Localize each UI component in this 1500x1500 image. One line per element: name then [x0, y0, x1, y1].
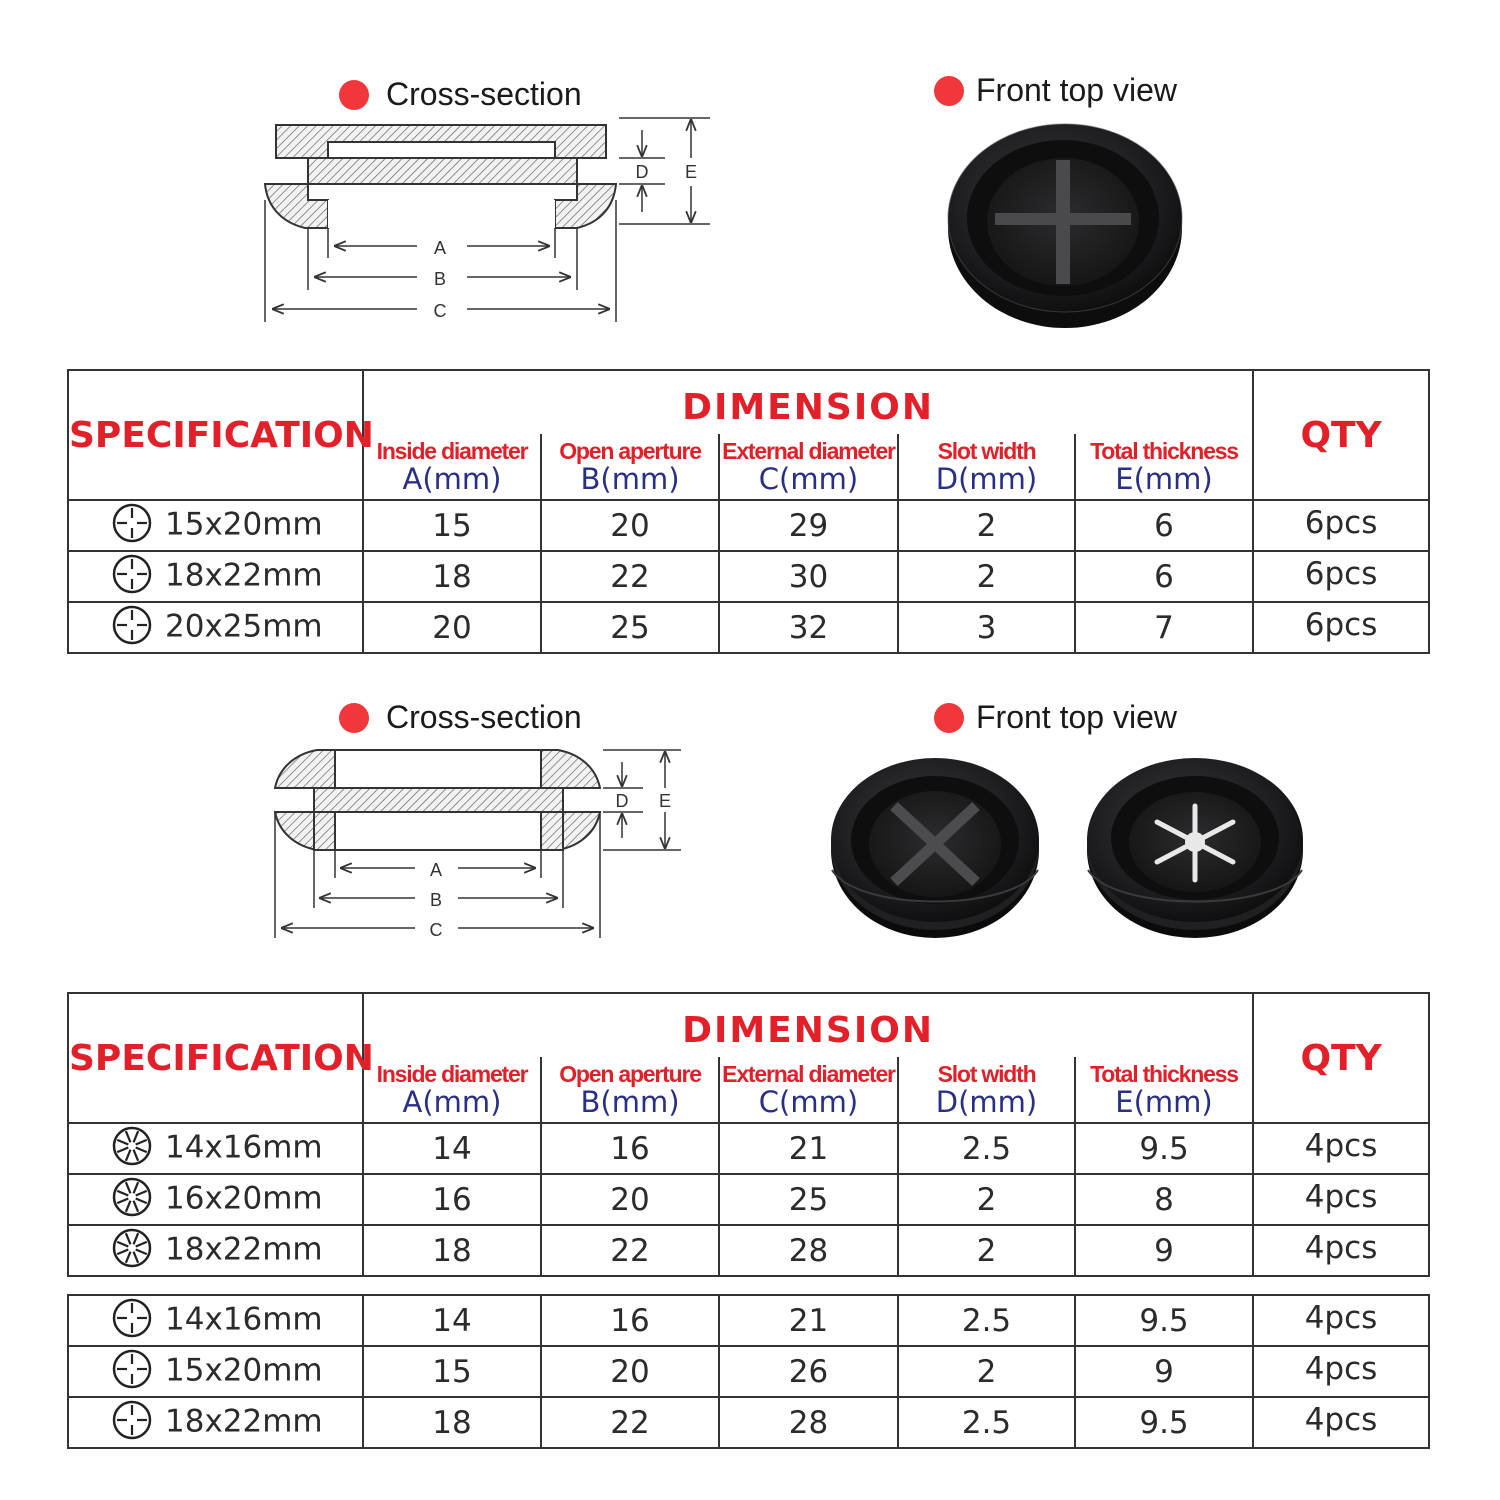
- dim-e-value: 7: [1154, 609, 1174, 646]
- dim-e-value: 8: [1154, 1181, 1174, 1218]
- table-row: [68, 1295, 1429, 1346]
- dim-d-cell: [898, 500, 1075, 551]
- dim-a-value: 18: [432, 1232, 472, 1269]
- star-slot-icon: [111, 1125, 153, 1167]
- dim-a-cell: [363, 551, 541, 602]
- dim-label-c: C: [433, 301, 447, 321]
- qty-value: 4pcs: [1304, 1401, 1378, 1438]
- dim-a-cell: [363, 1346, 541, 1397]
- dim-d-cell: [898, 1397, 1075, 1448]
- spec-cell: [68, 1174, 363, 1225]
- qty-value: 4pcs: [1304, 1299, 1378, 1336]
- spec-value: 20x25mm: [165, 608, 323, 644]
- dim-b-value: 20: [610, 1181, 650, 1218]
- cross-slot-icon: [111, 604, 153, 646]
- dimension-header: DIMENSION: [363, 370, 1253, 434]
- bullet-dot: [934, 703, 964, 733]
- dim-d-value: 2: [976, 1232, 997, 1269]
- dimension-header: DIMENSION: [363, 993, 1253, 1057]
- dim-b-value: 22: [610, 1404, 650, 1441]
- qty-value: 4pcs: [1304, 1350, 1378, 1387]
- dim-b-value: 20: [610, 1353, 650, 1390]
- dim-a-cell: [363, 1174, 541, 1225]
- dim-e-value: 9.5: [1139, 1404, 1189, 1441]
- bullet-dot: [339, 703, 369, 733]
- dim-c-value: 25: [788, 1181, 829, 1218]
- dim-b-value: 25: [610, 609, 650, 646]
- dim-c-value: 32: [788, 609, 829, 646]
- qty-value: 6pcs: [1304, 555, 1378, 592]
- dim-c-value: 28: [788, 1232, 829, 1269]
- column-header: Slot width D(mm): [898, 1057, 1075, 1123]
- dim-label-a: A: [429, 860, 443, 880]
- dim-e-cell: [1075, 1397, 1253, 1448]
- cross-section-label: Cross-section: [386, 699, 582, 735]
- cross-slot-icon: [111, 1297, 153, 1339]
- dim-a-cell: [363, 1123, 541, 1174]
- dim-b-cell: [541, 1123, 719, 1174]
- dim-e-value: 6: [1154, 507, 1174, 544]
- dim-a-cell: [363, 500, 541, 551]
- table-row: [68, 1225, 1429, 1276]
- spec-cell: [68, 500, 363, 551]
- bullet-dot: [934, 76, 964, 106]
- spec-cell: [68, 551, 363, 602]
- dim-d-value: 3: [976, 609, 997, 646]
- qty-cell: [1253, 1174, 1429, 1225]
- qty-value: 4pcs: [1304, 1229, 1378, 1266]
- qty-cell: [1253, 1397, 1429, 1448]
- dim-e-cell: [1075, 1174, 1253, 1225]
- dim-label-a: A: [433, 238, 447, 258]
- spec-value: 15x20mm: [165, 1352, 323, 1388]
- dim-a-value: 14: [432, 1302, 472, 1339]
- dim-c-cell: [719, 500, 898, 551]
- qty-cell: [1253, 500, 1429, 551]
- table-row: [68, 1346, 1429, 1397]
- dim-c-value: 28: [788, 1404, 829, 1441]
- column-header: Slot width D(mm): [898, 434, 1075, 500]
- dim-c-cell: [719, 1295, 898, 1346]
- dim-c-cell: [719, 1346, 898, 1397]
- qty-value: 4pcs: [1304, 1127, 1378, 1164]
- dim-label-e: E: [658, 791, 672, 811]
- dim-a-cell: [363, 1397, 541, 1448]
- bullet-dot: [339, 80, 369, 110]
- dim-d-value: 2: [976, 1353, 997, 1390]
- qty-value: 6pcs: [1304, 504, 1378, 541]
- spec-value: 18x22mm: [165, 1231, 323, 1267]
- dim-c-value: 30: [788, 558, 829, 595]
- dim-c-cell: [719, 1225, 898, 1276]
- dim-e-value: 6: [1154, 558, 1174, 595]
- table-row: [68, 500, 1429, 551]
- dim-b-cell: [541, 500, 719, 551]
- dim-e-cell: [1075, 1225, 1253, 1276]
- qty-cell: [1253, 551, 1429, 602]
- dim-c-cell: [719, 1397, 898, 1448]
- column-header: External diameter C(mm): [719, 1057, 898, 1123]
- dim-a-value: 15: [432, 1353, 472, 1390]
- table-row: [68, 1174, 1429, 1225]
- spec-value: 14x16mm: [165, 1301, 323, 1337]
- dim-e-value: 9: [1154, 1232, 1174, 1269]
- dim-a-cell: [363, 1225, 541, 1276]
- grommet-star-slot-photo: [1084, 740, 1306, 940]
- dim-b-cell: [541, 1346, 719, 1397]
- dim-d-cell: [898, 1346, 1075, 1397]
- dim-b-value: 22: [610, 1232, 650, 1269]
- dim-a-cell: [363, 602, 541, 653]
- dim-d-value: 2.5: [961, 1130, 1012, 1167]
- dim-b-cell: [541, 1174, 719, 1225]
- dim-d-value: 2: [976, 558, 997, 595]
- dim-c-value: 21: [788, 1130, 829, 1167]
- column-header: Open aperture B(mm): [541, 1057, 719, 1123]
- column-header: Open aperture B(mm): [541, 434, 719, 500]
- spec-cell: [68, 1295, 363, 1346]
- dim-e-value: 9: [1154, 1353, 1174, 1390]
- dim-b-cell: [541, 1225, 719, 1276]
- star-slot-icon: [111, 1176, 153, 1218]
- dim-a-value: 14: [432, 1130, 472, 1167]
- spec-cell: [68, 602, 363, 653]
- dim-d-cell: [898, 1225, 1075, 1276]
- dim-d-value: 2: [976, 1181, 997, 1218]
- dim-e-cell: [1075, 1123, 1253, 1174]
- cross-slot-icon: [111, 1399, 153, 1441]
- qty-cell: [1253, 602, 1429, 653]
- column-header: Total thickness E(mm): [1075, 434, 1253, 500]
- spec-value: 16x20mm: [165, 1180, 323, 1216]
- spec-cell: [68, 1225, 363, 1276]
- dim-e-cell: [1075, 602, 1253, 653]
- table-row: [68, 602, 1429, 653]
- column-header: Inside diameter A(mm): [363, 434, 541, 500]
- dim-d-value: 2: [976, 507, 997, 544]
- dim-b-value: 22: [610, 558, 650, 595]
- dim-label-d: D: [615, 791, 629, 811]
- dim-c-cell: [719, 602, 898, 653]
- table-row: [68, 1397, 1429, 1448]
- column-header: External diameter C(mm): [719, 434, 898, 500]
- dim-a-value: 18: [432, 558, 472, 595]
- dim-a-value: 15: [432, 507, 472, 544]
- grommet-x-slot-photo: [828, 740, 1043, 940]
- dim-e-cell: [1075, 1295, 1253, 1346]
- spec-cell: [68, 1397, 363, 1448]
- spec-table-3: [67, 1294, 1430, 1449]
- qty-cell: [1253, 1346, 1429, 1397]
- qty-cell: [1253, 1123, 1429, 1174]
- dim-d-value: 2.5: [961, 1302, 1012, 1339]
- front-top-view-label: Front top view: [976, 72, 1177, 108]
- dim-label-e: E: [684, 162, 698, 182]
- dim-c-value: 26: [788, 1353, 829, 1390]
- dim-c-cell: [719, 1123, 898, 1174]
- qty-cell: [1253, 1225, 1429, 1276]
- dim-c-cell: [719, 1174, 898, 1225]
- spec-value: 15x20mm: [165, 506, 323, 542]
- spec-value: 18x22mm: [165, 1403, 323, 1439]
- dim-c-value: 29: [788, 507, 829, 544]
- dim-d-cell: [898, 1295, 1075, 1346]
- specification-header: SPECIFICATION: [68, 370, 363, 500]
- dim-a-cell: [363, 1295, 541, 1346]
- grommet-cross-photo: [945, 118, 1185, 330]
- spec-value: 14x16mm: [165, 1129, 323, 1165]
- cross-section-diagram-2: [265, 740, 695, 940]
- dim-b-cell: [541, 1295, 719, 1346]
- dim-a-value: 18: [432, 1404, 472, 1441]
- dim-b-cell: [541, 551, 719, 602]
- cross-slot-icon: [111, 553, 153, 595]
- cross-slot-icon: [111, 1348, 153, 1390]
- qty-value: 4pcs: [1304, 1178, 1378, 1215]
- dim-d-cell: [898, 551, 1075, 602]
- dim-d-cell: [898, 602, 1075, 653]
- qty-cell: [1253, 1295, 1429, 1346]
- cross-slot-icon: [111, 502, 153, 544]
- dim-e-cell: [1075, 551, 1253, 602]
- dim-e-value: 9.5: [1139, 1302, 1189, 1339]
- qty-header: QTY: [1253, 993, 1429, 1123]
- dim-e-cell: [1075, 1346, 1253, 1397]
- spec-table-1: [67, 369, 1430, 654]
- dim-b-value: 16: [610, 1302, 650, 1339]
- specification-header: SPECIFICATION: [68, 993, 363, 1123]
- dim-d-cell: [898, 1174, 1075, 1225]
- dim-b-cell: [541, 602, 719, 653]
- cross-section-label: Cross-section: [386, 76, 582, 112]
- dim-label-b: B: [429, 890, 443, 910]
- dim-e-cell: [1075, 500, 1253, 551]
- dim-a-value: 20: [432, 609, 472, 646]
- table-row: [68, 551, 1429, 602]
- spec-table-2: [67, 992, 1430, 1277]
- dim-a-value: 16: [432, 1181, 472, 1218]
- dim-d-cell: [898, 1123, 1075, 1174]
- dim-b-value: 20: [610, 507, 650, 544]
- qty-header: QTY: [1253, 370, 1429, 500]
- dim-label-c: C: [429, 920, 443, 940]
- cross-section-diagram-1: [255, 110, 715, 330]
- dim-label-d: D: [635, 162, 649, 182]
- dim-e-value: 9.5: [1139, 1130, 1189, 1167]
- front-top-view-label: Front top view: [976, 699, 1177, 735]
- dim-label-b: B: [433, 269, 447, 289]
- dim-d-value: 2.5: [961, 1404, 1012, 1441]
- column-header: Inside diameter A(mm): [363, 1057, 541, 1123]
- spec-cell: [68, 1123, 363, 1174]
- dim-c-cell: [719, 551, 898, 602]
- qty-value: 6pcs: [1304, 606, 1378, 643]
- dim-b-cell: [541, 1397, 719, 1448]
- star-slot-icon: [111, 1227, 153, 1269]
- spec-cell: [68, 1346, 363, 1397]
- dim-c-value: 21: [788, 1302, 829, 1339]
- column-header: Total thickness E(mm): [1075, 1057, 1253, 1123]
- table-row: [68, 1123, 1429, 1174]
- spec-value: 18x22mm: [165, 557, 323, 593]
- dim-b-value: 16: [610, 1130, 650, 1167]
